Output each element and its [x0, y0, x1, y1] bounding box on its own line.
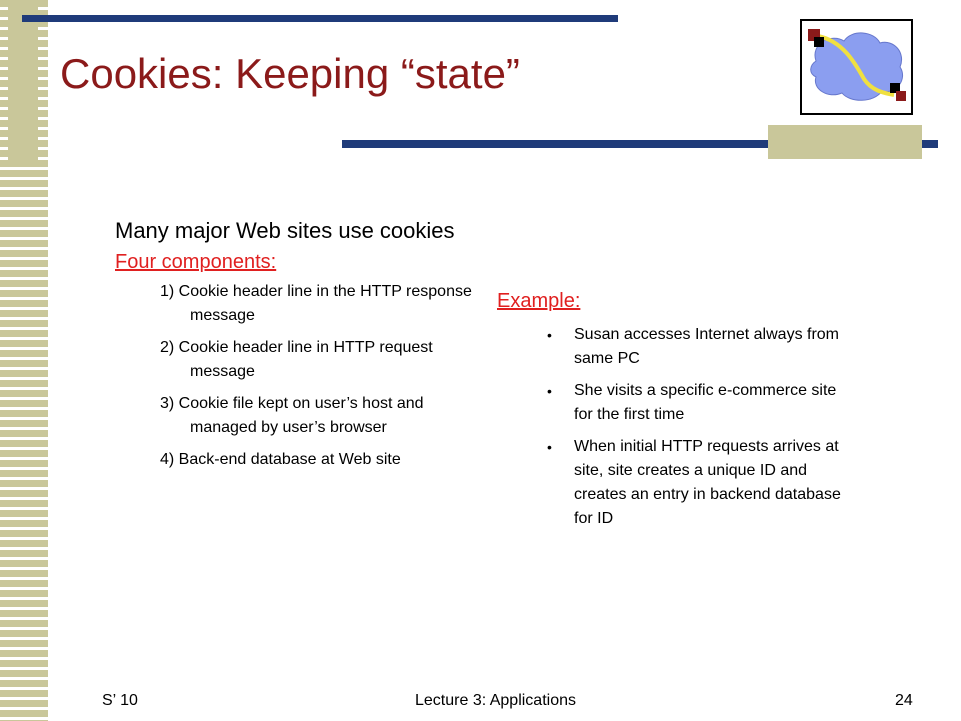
network-cloud-icon [800, 19, 913, 115]
right-column [497, 290, 857, 539]
footer-lecture-title: Lecture 3: Applications [415, 692, 576, 709]
network-cloud-graphic [802, 21, 911, 113]
bullet-icon: • [547, 383, 552, 399]
components-heading: Four components: [115, 251, 277, 273]
footer-date: S’ 10 [102, 692, 138, 709]
list-item [547, 435, 857, 531]
list-item: 2) Cookie header line in HTTP request message [160, 339, 433, 380]
intro-text: Many major Web sites use cookies [115, 218, 455, 243]
bullet-icon: • [547, 439, 552, 455]
bullet-icon: • [547, 327, 552, 343]
components-list [115, 280, 475, 472]
list-item [547, 323, 857, 371]
list-item-text: Susan accesses Internet always from same PC [574, 326, 840, 367]
left-column [115, 214, 475, 480]
tan-accent-block [768, 125, 922, 159]
list-item-text: She visits a specific e-commerce site for the first time [574, 382, 837, 423]
slide-title: Cookies: Keeping “state” [60, 50, 520, 97]
list-item [547, 379, 857, 427]
list-item: 1) Cookie header line in the HTTP response message [160, 283, 472, 324]
example-list [497, 323, 857, 531]
list-item: 3) Cookie file kept on user’s host and managed by user’s browser [160, 395, 424, 436]
example-heading: Example: [497, 290, 581, 312]
top-accent-line [22, 15, 618, 22]
list-item-text: When initial HTTP requests arrives at site, site creates a unique ID and creates an entry in backend database for ID [574, 438, 841, 527]
list-item: 4) Back-end database at Web site [160, 451, 401, 468]
slide-number: 24 [895, 692, 913, 709]
left-solid-decoration [8, 0, 38, 160]
